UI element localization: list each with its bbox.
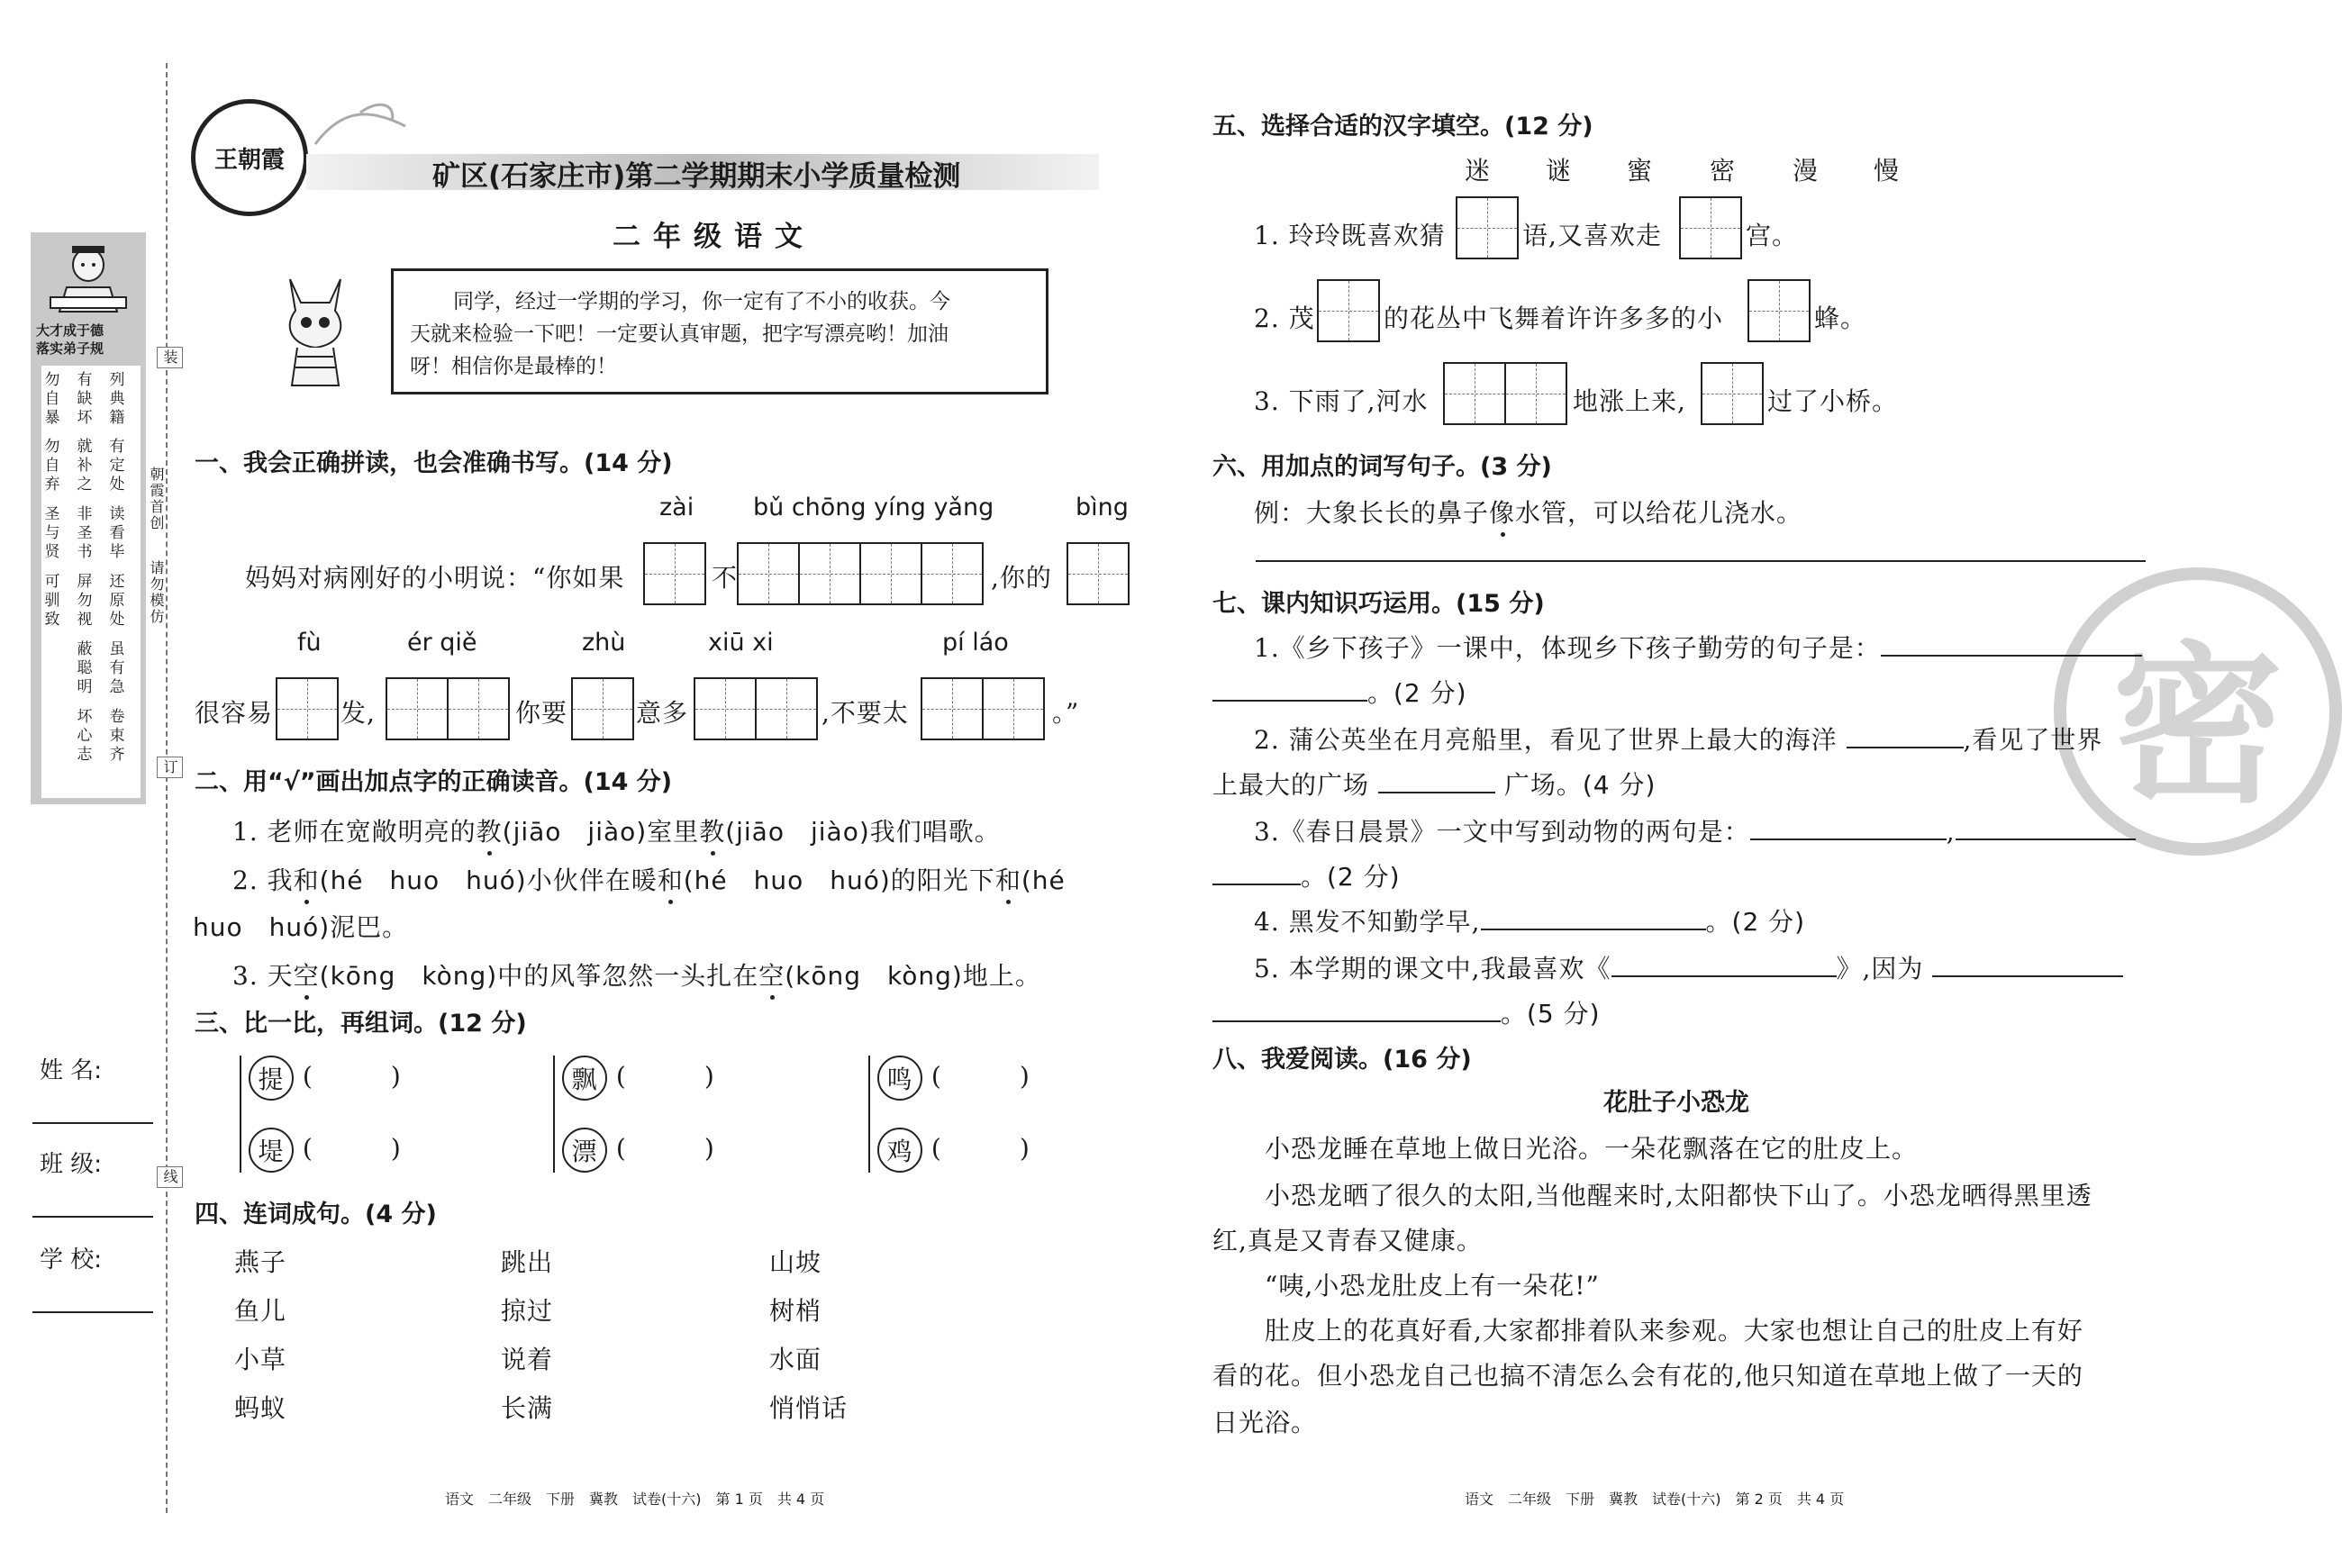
q5-box-4[interactable] <box>1747 279 1811 342</box>
q7-blank-4[interactable] <box>1378 766 1495 793</box>
school-field-line[interactable] <box>32 1311 153 1313</box>
q7-l4: 4. 黑发不知勤学早, 。(2 分) <box>1254 902 1805 938</box>
q5-title: 五、选择合适的汉字填空。(12 分) <box>1212 113 1593 140</box>
watermark-text: 密 <box>2111 624 2283 826</box>
q1-pinyin-6: zhù <box>582 629 626 657</box>
q1-row1-text-1: 妈妈对病刚好的小明说：“你如果 <box>245 563 625 593</box>
q4-word: 树梢 <box>769 1296 822 1326</box>
name-field-line[interactable] <box>32 1122 153 1124</box>
q1-pinyin-5: ér qiě <box>407 629 477 657</box>
q7-blank-7[interactable] <box>1212 858 1301 885</box>
q4-word: 跳出 <box>501 1247 554 1277</box>
q4-word: 小草 <box>234 1345 287 1374</box>
motto-col-13: 蔽聪明 <box>77 640 93 696</box>
q1-pinyin-8: pí láo <box>942 629 1009 657</box>
q7-l5c: 。(5 分) <box>1212 994 1601 1030</box>
q3-bracket-2 <box>553 1056 555 1173</box>
q7-blank-9[interactable] <box>1611 950 1837 977</box>
q1-row2-text-2: 发, <box>340 698 376 728</box>
q7-l3b: 。(2 分) <box>1212 857 1401 893</box>
motto-col-4: 勿自弃 <box>44 438 60 494</box>
q4-word: 水面 <box>769 1345 822 1374</box>
ribbon-icon <box>306 99 414 153</box>
vertical-note-1: 朝霞首创 <box>148 467 165 531</box>
q5-char: 谜 <box>1546 156 1573 186</box>
intro-line-3: 呀！相信你是最棒的！ <box>410 355 617 378</box>
motto-line-2: 落实弟子规 <box>36 340 104 357</box>
motto-col-2: 有缺坏 <box>77 371 93 427</box>
footer-left: 语文 二年级 下册 冀教 试卷(十六) 第 1 页 共 4 页 <box>445 1491 825 1508</box>
intro-box <box>391 268 1048 394</box>
q1-box-zhu[interactable] <box>571 677 634 740</box>
motto-col-3: 列典籍 <box>109 371 125 427</box>
q5-char: 密 <box>1710 156 1737 186</box>
scholar-icon <box>31 238 146 321</box>
q7-blank-11[interactable] <box>1212 995 1501 1022</box>
q1-title: 一、我会正确拼读，也会准确书写。(14 分) <box>195 449 673 477</box>
footer-right: 语文 二年级 下册 冀教 试卷(十六) 第 2 页 共 4 页 <box>1465 1491 1845 1508</box>
q7-blank-1[interactable] <box>1881 630 2142 657</box>
q4-word: 掠过 <box>501 1296 554 1326</box>
motto-col-11: 屏勿视 <box>77 573 93 629</box>
motto-col-7: 圣与贤 <box>44 505 60 561</box>
q1-box-fu[interactable] <box>276 677 339 740</box>
motto-col-15: 坏心志 <box>77 708 93 764</box>
cut-label-1: 装 <box>157 347 183 368</box>
motto-col-14: 虽有急 <box>109 640 125 696</box>
q7-blank-5[interactable] <box>1750 813 1947 840</box>
q7-blank-8[interactable] <box>1481 903 1706 930</box>
q7-l1b: 。(2 分) <box>1212 674 1467 710</box>
q3-bracket-1 <box>240 1056 241 1173</box>
q4-word: 说着 <box>501 1345 554 1374</box>
cut-label-3: 线 <box>157 1166 183 1188</box>
q2-line-2: 2. 我和(hé huo huó)小伙伴在暖和(hé huo huó)的阳光下和(hé <box>232 861 1066 897</box>
q2-line-1: 1. 老师在宽敞明亮的教(jiāo jiào)室里教(jiāo jiào)我们唱歌。 <box>232 812 1001 848</box>
intro-line-1: 同学，经过一学期的学习，你一定有了不小的收获。今 <box>453 290 950 313</box>
q5-l2-text-2: 的花丛中飞舞着许许多多的小 <box>1384 304 1724 333</box>
q5-char: 慢 <box>1874 156 1901 186</box>
q3-item-ji[interactable]: 鸡 ( ) <box>877 1128 1030 1173</box>
q7-l1: 1.《乡下孩子》一课中，体现乡下孩子勤劳的句子是： <box>1254 629 2142 665</box>
q2-line-2b: huo huó)泥巴。 <box>193 912 409 942</box>
q1-box-pilao[interactable] <box>921 677 1045 740</box>
motto-col-8: 非圣书 <box>77 505 93 561</box>
q1-box-bing[interactable] <box>1067 542 1130 605</box>
q7-l3: 3.《春日晨景》一文中写到动物的两句是： , <box>1254 812 2136 848</box>
q3-item-piao[interactable]: 飘 ( ) <box>562 1056 715 1101</box>
q1-box-erqie[interactable] <box>386 677 510 740</box>
header-logo <box>191 99 308 216</box>
motto-col-16: 卷束齐 <box>109 708 125 764</box>
q5-l2-text-3: 蜂。 <box>1814 304 1867 333</box>
q1-row1-text-3: ,你的 <box>991 563 1052 593</box>
q1-box-zai[interactable] <box>643 542 706 605</box>
q7-l5: 5. 本学期的课文中,我最喜欢《 》,因为 <box>1254 949 2123 985</box>
q1-pinyin-1: zài <box>659 494 694 521</box>
q5-l1-text-2: 语,又喜欢走 <box>1522 221 1662 250</box>
q3-title: 三、比一比，再组词。(12 分) <box>195 1010 527 1038</box>
q1-row1-text-2: 不 <box>712 563 739 593</box>
q1-row2-text-1: 很容易 <box>195 698 274 728</box>
q1-row2-text-5: ,不要太 <box>822 698 909 728</box>
school-field-label: 学 校: <box>40 1246 103 1273</box>
subject-title: 二年级语文 <box>613 221 815 253</box>
q5-l1-text-3: 宫。 <box>1746 221 1799 250</box>
name-field-label: 姓 名: <box>40 1057 103 1084</box>
q5-box-6[interactable] <box>1701 362 1764 425</box>
q5-box-3[interactable] <box>1317 279 1380 342</box>
q3-item-piao2[interactable]: 漂 ( ) <box>562 1128 715 1173</box>
motto-sidebar <box>31 232 146 804</box>
q4-word: 蚂蚁 <box>234 1393 287 1423</box>
cut-label-2: 订 <box>157 757 183 778</box>
story-para: 日光浴。 <box>1212 1408 1318 1437</box>
q1-box-buchong-yingyang[interactable] <box>737 542 984 605</box>
q1-pinyin-2: bǔ chōng yíng yǎng <box>753 494 994 521</box>
q5-l2-text-1: 2. 茂 <box>1254 304 1315 333</box>
logo-text: 王朝霞 <box>213 146 285 174</box>
q1-row2-text-3: 你要 <box>515 698 568 728</box>
cut-line <box>166 63 168 1513</box>
q7-l2c: 上最大的广场 广场。(4 分) <box>1212 766 1656 802</box>
q5-box-5[interactable] <box>1443 362 1567 425</box>
q7-blank-3[interactable] <box>1847 721 1964 748</box>
motto-col-1: 勿自暴 <box>44 371 60 427</box>
q4-word: 鱼儿 <box>234 1296 287 1326</box>
q4-word: 悄悄话 <box>769 1393 849 1423</box>
story-para: “咦,小恐龙肚皮上有一朵花!” <box>1265 1271 1600 1301</box>
q2-line-3: 3. 天空(kōng kòng)中的风筝忽然一头扎在空(kōng kòng)地上。 <box>232 956 1041 992</box>
q1-row2-text-6: 。” <box>1052 698 1080 728</box>
q3-bracket-3 <box>868 1056 870 1173</box>
q4-word: 长满 <box>501 1393 554 1423</box>
q1-pinyin-3: bìng <box>1076 494 1129 521</box>
story-para: 小恐龙睡在草地上做日光浴。一朵花飘落在它的肚皮上。 <box>1265 1134 1919 1164</box>
q7-blank-6[interactable] <box>1956 813 2136 840</box>
q5-char: 蜜 <box>1627 156 1654 186</box>
motto-col-12: 还原处 <box>109 573 125 629</box>
q3-item-ming[interactable]: 鸣 ( ) <box>877 1056 1030 1101</box>
exam-title: 矿区(石家庄市)第二学期期末小学质量检测 <box>432 160 961 193</box>
class-field-line[interactable] <box>32 1216 153 1218</box>
motto-columns <box>41 366 141 798</box>
class-field-label: 班 级: <box>40 1151 103 1178</box>
cat-mascot-icon <box>279 270 351 396</box>
q6-example: 例：大象长长的鼻子像水管，可以给花儿浇水。 <box>1254 494 1802 530</box>
q7-title: 七、课内知识巧运用。(15 分) <box>1212 590 1545 618</box>
q6-title: 六、用加点的词写句子。(3 分) <box>1212 453 1552 481</box>
q3-item-ti[interactable]: 提 ( ) <box>249 1056 402 1101</box>
q5-l1-text-1: 1. 玲玲既喜欢猜 <box>1254 221 1446 250</box>
q7-blank-10[interactable] <box>1932 950 2123 977</box>
motto-col-5: 就补之 <box>77 438 93 494</box>
motto-col-10: 可驯致 <box>44 573 60 629</box>
q1-pinyin-4: fù <box>297 629 322 657</box>
story-para: 小恐龙晒了很久的太阳,当他醒来时,太阳都快下山了。小恐龙晒得黑里透 <box>1265 1181 2092 1210</box>
story-para: 红,真是又青春又健康。 <box>1212 1226 1483 1255</box>
q5-box-1[interactable] <box>1456 196 1519 259</box>
q7-l2: 2. 蒲公英坐在月亮船里，看见了世界上最大的海洋 ,看见了世界 <box>1254 721 2102 757</box>
q1-row2-text-4: 意多 <box>636 698 689 728</box>
motto-col-9: 读看毕 <box>109 505 125 561</box>
motto-line-1: 大才成于德 <box>36 322 104 339</box>
q5-box-2[interactable] <box>1679 196 1742 259</box>
q8-title: 八、我爱阅读。(16 分) <box>1212 1046 1472 1074</box>
q5-l3-text-1: 3. 下雨了,河水 <box>1254 386 1429 416</box>
q2-title: 二、用“√”画出加点字的正确读音。(14 分) <box>195 768 673 796</box>
q5-l3-text-3: 过了小桥。 <box>1767 386 1899 416</box>
q3-item-di[interactable]: 堤 ( ) <box>249 1128 402 1173</box>
q5-l3-text-2: 地涨上来, <box>1573 386 1686 416</box>
q7-blank-2[interactable] <box>1212 675 1367 702</box>
q4-word: 燕子 <box>234 1247 287 1277</box>
story-para: 肚皮上的花真好看,大家都排着队来参观。大家也想让自己的肚皮上有好 <box>1265 1316 2083 1346</box>
q4-title: 四、连词成句。(4 分) <box>195 1201 437 1228</box>
q5-char: 迷 <box>1465 156 1492 186</box>
q1-pinyin-7: xiū xi <box>708 629 774 657</box>
q4-word: 山坡 <box>769 1247 822 1277</box>
motto-col-6: 有定处 <box>109 438 125 494</box>
intro-line-2: 天就来检验一下吧！一定要认真审题，把字写漂亮哟！加油 <box>410 322 949 346</box>
q5-char: 漫 <box>1793 156 1820 186</box>
q6-answer-line[interactable] <box>1256 560 2146 562</box>
q1-box-xiuxi[interactable] <box>694 677 818 740</box>
story-para: 看的花。但小恐龙自己也搞不清怎么会有花的,他只知道在草地上做了一天的 <box>1212 1361 2083 1391</box>
story-title: 花肚子小恐龙 <box>1603 1089 1749 1117</box>
vertical-note-2: 请勿模仿 <box>148 560 165 625</box>
